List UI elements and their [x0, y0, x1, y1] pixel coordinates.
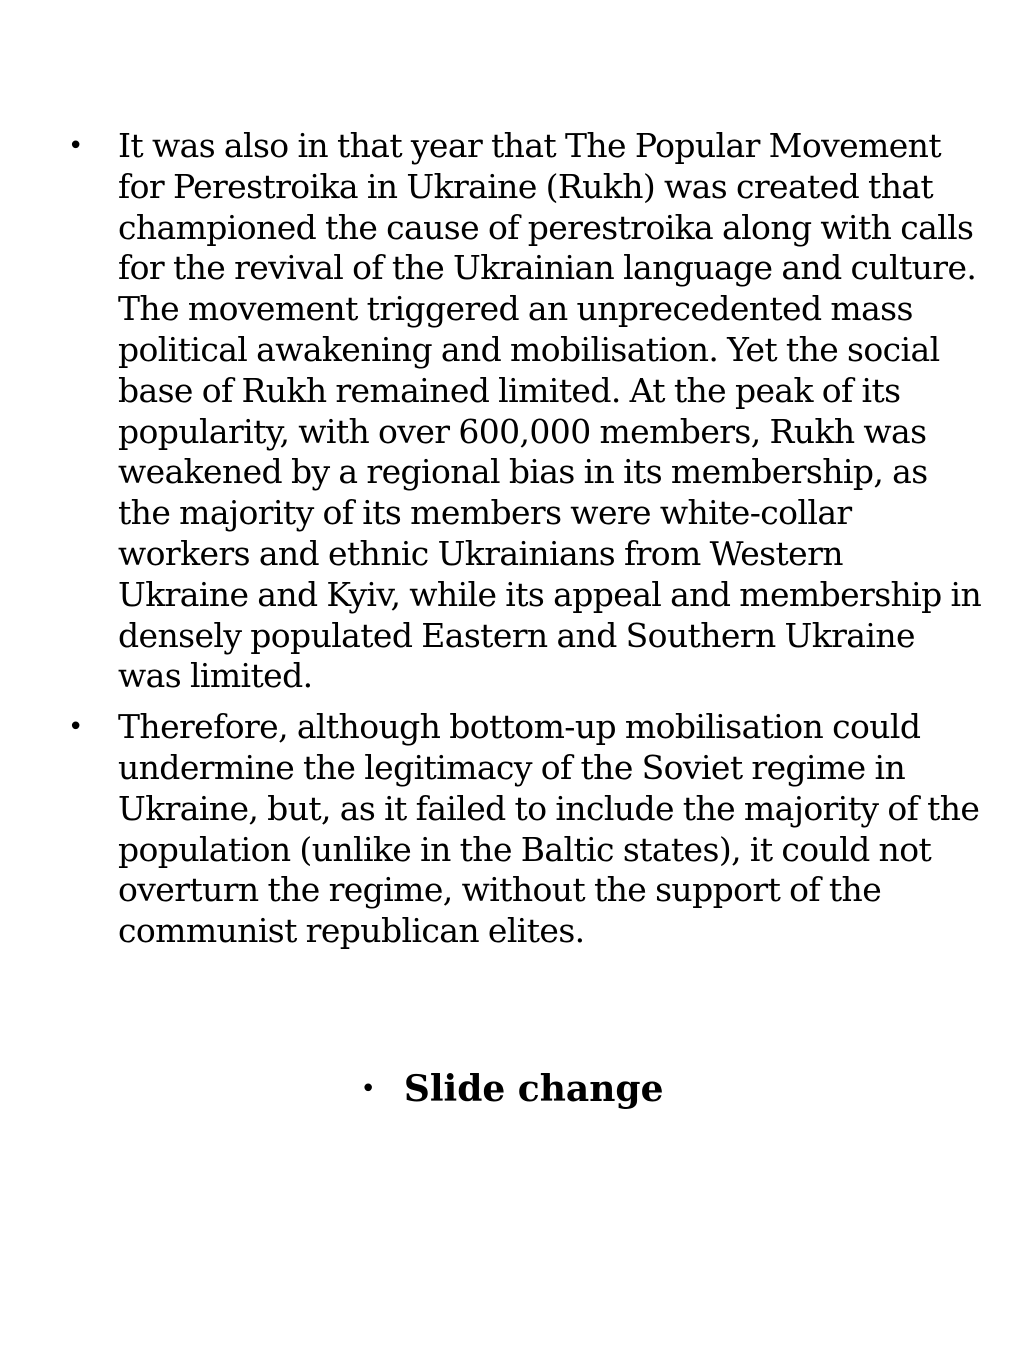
bullet-marker: • — [68, 712, 83, 743]
slide-change-label: Slide change — [403, 1068, 664, 1110]
bullet-item-rukh — [62, 126, 982, 697]
bullet-list — [62, 126, 982, 962]
footer-bullet-marker: • — [360, 1074, 376, 1104]
bullet-text: Therefore, although bottom-up mobilisation could undermine the legitimacy of the Soviet regime in Ukraine, but, as it failed to include the majority of the population (unlike in the Baltic states), it could not overturn the regime, without the support of the communist republican elites. — [118, 707, 980, 951]
slide-change-note — [0, 1065, 1024, 1113]
bullet-marker: • — [68, 131, 83, 161]
bullet-text: It was also in that year that The Popular Movement for Perestroika in Ukraine (Rukh) was created that championed the cause of perestroika along with calls for the revival of the Ukrainian language and culture. The movement triggered an unprecedented mass political awakening and mobilisation. Yet the social base of Rukh remained limited. At the peak of its popularity, with over 600,000 members, Rukh was weakened by a regional bias in its membership, as the majority of its members were white-collar workers and ethnic Ukrainians from Western Ukraine and Kyiv, while its appeal and membership in densely populated Eastern and Southern Ukraine was limited. — [118, 126, 982, 696]
bullet-item-therefore — [62, 707, 982, 952]
